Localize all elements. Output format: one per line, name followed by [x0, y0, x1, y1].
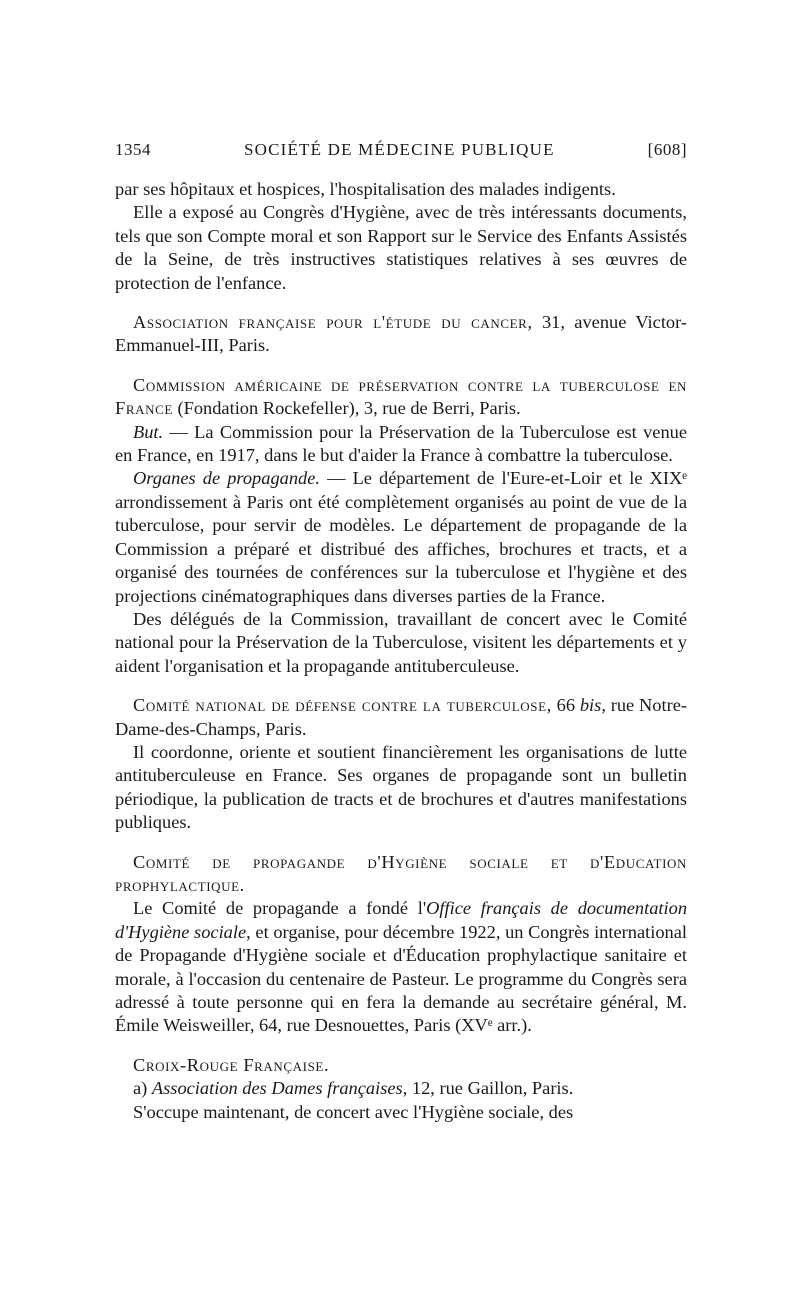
section-address: (Fondation Rockefeller), 3, rue de Berri, Paris.	[172, 398, 521, 419]
page-reference: [608]	[647, 140, 687, 159]
paragraph-continued: S'occupe maintenant, de concert avec l'Hygiène sociale, des	[133, 1101, 574, 1122]
section-national-committee: Comité national de défense contre la tuberculose, 66 bis, rue Notre-Dame-des-Champs, Paris.	[115, 695, 687, 739]
document-page	[115, 140, 687, 1124]
running-title: SOCIÉTÉ DE MÉDECINE PUBLIQUE	[243, 140, 555, 159]
paragraph-but: But. — La Commission pour la Préservation de la Tuberculose est venue en France, en 1917, dans le but d'aider la France à combattre la tuberculose.	[115, 421, 687, 466]
section-heading: Croix-Rouge Française.	[133, 1054, 330, 1075]
section-heading: Commission américaine de préservation contre la tuberculose en France	[115, 374, 687, 419]
paragraph-organes: Organes de propagande. — Le département de l'Eure-et-Loir et le XIXᵉ arrondissement à Paris ont été complètement organisés au point de vue de la tuberculose, pour servir de modèles. Le département de propagande de la Commission a préparé et distribué des affiches, brochures et tracts, et a organisé des tournées de conférences sur la tuberculose et l'hygiène et des projections cinématographiques dans diverses parties de la France.	[115, 468, 687, 606]
page-number: 1354	[115, 140, 151, 159]
label-but: But.	[133, 421, 164, 442]
paragraph-congress-1922: Le Comité de propagande a fondé l'Office français de documentation d'Hygiène sociale, et organise, pour décembre 1922, un Congrès international de Propagande d'Hygiène sociale et d'Éducation prophylactique sanitaire et morale, à l'occasion du centenaire de Pasteur. Le programme du Congrès sera adressé à toute personne qui en fera la demande au secrétaire général, M. Émile Weisweiller, 64, rue Desnouettes, Paris (XVᵉ arr.).	[115, 898, 688, 1036]
section-heading: Comité national de défense contre la tuberculose,	[133, 695, 552, 716]
paragraph-delegates: Des délégués de la Commission, travaillant de concert avec le Comité national pour la Préservation de la Tuberculose, visitent les départements et y aident l'organisation et la propagande antituberculeuse.	[115, 608, 687, 676]
paragraph-congress: Elle a exposé au Congrès d'Hygiène, avec de très intéressants documents, tels que son Compte moral et son Rapport sur le Service des Enfants Assistés de la Seine, de très instructives statistiques relatives à ses œuvres de protection de l'enfance.	[115, 202, 687, 293]
section-propaganda-committee	[115, 851, 687, 898]
section-address: 31, avenue Victor-Emmanuel-III, Paris.	[115, 312, 688, 356]
running-header	[115, 140, 687, 160]
section-red-cross	[115, 1054, 687, 1077]
office-name: Office français de documentation d'Hygiène sociale	[115, 898, 688, 942]
section-cancer-association	[115, 311, 687, 358]
paragraph-dames: a) Association des Dames françaises, 12, rue Gaillon, Paris.	[133, 1078, 574, 1099]
section-american-commission	[115, 374, 687, 421]
paragraph-coordination: Il coordonne, oriente et soutient financièrement les organisations de lutte antituberculeuse en France. Ses organes de propagande sont un bulletin périodique, la publication de tracts et de brochures et d'autres manifestations publiques.	[115, 741, 687, 833]
section-heading: Comité de propagande d'Hygiène sociale et d'Education prophylactique.	[115, 851, 687, 895]
label-organes: Organes de propagande.	[133, 468, 320, 489]
paragraph-hospitals: par ses hôpitaux et hospices, l'hospitalisation des malades indigents.	[115, 179, 616, 199]
section-heading: Association française pour l'étude du cancer,	[133, 312, 533, 333]
